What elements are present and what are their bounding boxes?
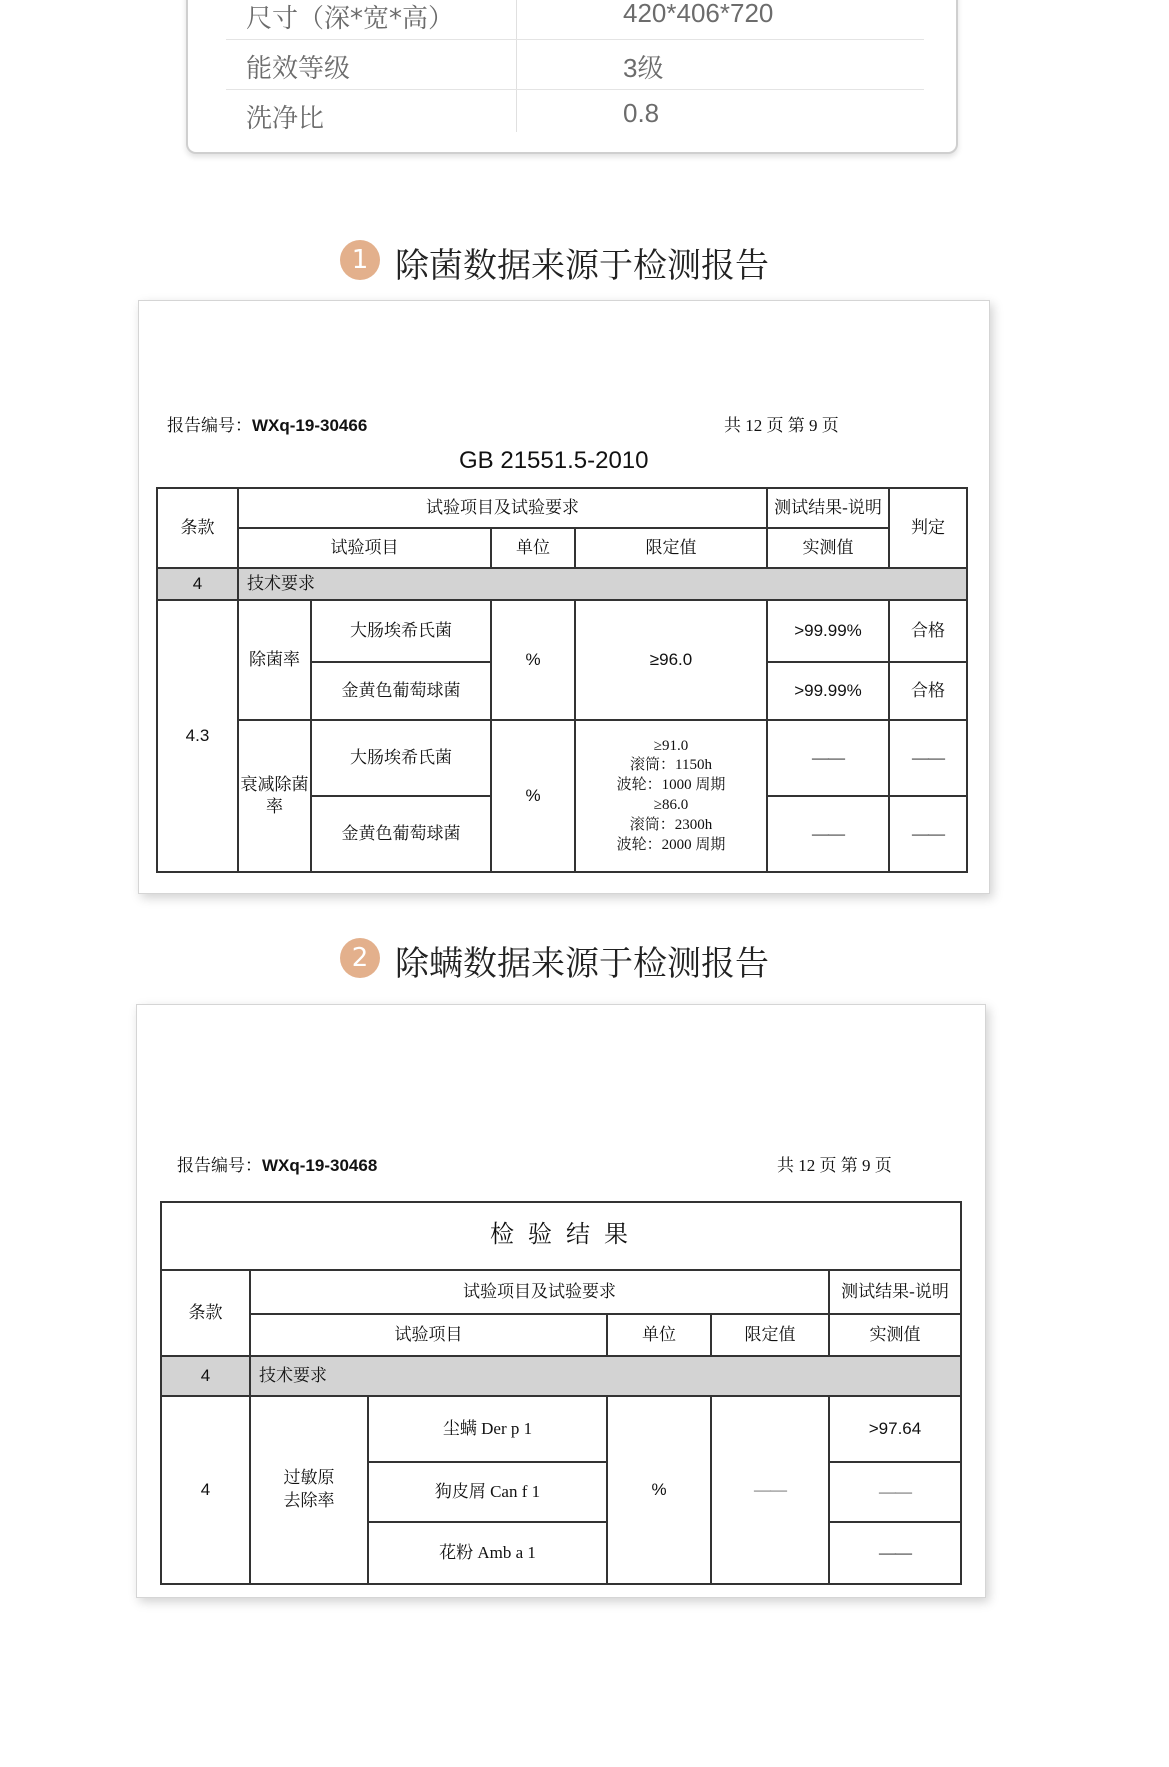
allergen-cell [368,1396,607,1462]
report-number [167,411,367,436]
tech-requirement-row [157,568,967,600]
header-unit: 单位 [491,528,575,568]
unit-cell: % [607,1396,711,1584]
test-report-mite-removal [136,1004,986,1598]
clause-cell: 4 [161,1396,250,1584]
spec-key: 尺寸（深*宽*高） [246,4,455,34]
table-title-row [161,1202,961,1270]
standard-title: GB 21551.5-2010 [459,447,649,474]
spec-value: 3级 [623,53,664,83]
page-info: 共 12 页 第 9 页 [724,416,839,435]
report-number-value: WXq-19-30466 [252,416,368,435]
limit-cell: —— [711,1396,829,1584]
tech-requirement-label: 技术要求 [250,1356,961,1396]
spec-value: 420*406*720 [623,0,774,28]
section-title: 除螨数据来源于检测报告 [395,944,769,984]
test-report-sterilization [138,300,990,894]
tech-requirement-row [161,1356,961,1396]
report-number-value: WXq-19-30468 [262,1156,378,1175]
clause-cell: 4 [161,1356,250,1396]
limit-cell: ≥96.0 [575,600,767,720]
unit-cell: % [491,720,575,872]
report-number-label: 报告编号： [177,1156,262,1175]
section-number-badge: 2 [340,938,380,978]
table-subheader-row [157,528,967,568]
header-measured: 实测值 [767,528,889,568]
group-name-cell [250,1396,368,1584]
spec-row-size [226,0,924,40]
limit-line: 波轮：1000 周期 [616,777,726,794]
table-header-row [157,488,967,528]
table-header-row [161,1270,961,1314]
table-title: 检 验 结 果 [161,1202,961,1270]
header-result-note: 测试结果-说明 [829,1270,961,1314]
bacteria-cell: 金黄色葡萄球菌 [311,662,491,720]
measured-cell: —— [767,796,889,872]
mite-results-table [160,1201,962,1585]
limit-line: ≥86.0 [653,797,689,813]
header-measured: 实测值 [829,1314,961,1356]
spec-row-wash-ratio [226,90,924,140]
measured-cell: —— [829,1462,961,1522]
spec-row-energy [226,40,924,90]
tech-requirement-label: 技术要求 [238,568,967,600]
measured-cell: >97.64 [829,1396,961,1462]
table-row [157,600,967,662]
sterilization-results-table [156,487,968,873]
measured-cell: >99.99% [767,662,889,720]
allergen-text: 狗皮屑 Can f 1 [434,1481,541,1501]
group-name-text: 过敏原去除率 [283,1468,335,1510]
limit-line: 波轮：2000 周期 [616,836,726,853]
table-row [157,720,967,796]
allergen-cell [368,1522,607,1584]
section-title: 除菌数据来源于检测报告 [395,246,769,286]
header-limit: 限定值 [711,1314,829,1356]
clause-cell: 4 [157,568,238,600]
section-number-badge: 1 [340,240,380,280]
unit-cell: % [491,600,575,720]
spec-card [186,0,958,154]
limit-line: ≥91.0 [653,737,689,754]
header-item: 试验项目 [250,1314,607,1356]
allergen-text: 尘螨 Der p 1 [442,1418,533,1438]
limit-cell [575,720,767,872]
group-name-cell: 衰减除菌率 [238,720,311,872]
header-clause: 条款 [157,488,238,568]
header-item: 试验项目 [238,528,491,568]
header-limit: 限定值 [575,528,767,568]
measured-cell: >99.99% [767,600,889,662]
judge-cell: 合格 [889,600,967,662]
allergen-text: 花粉 Amb a 1 [439,1542,536,1562]
page-info: 共 12 页 第 9 页 [777,1156,892,1175]
clause-cell: 4.3 [157,600,238,872]
limit-line: 滚筒：2300h [629,816,713,833]
judge-cell: —— [889,796,967,872]
bacteria-cell: 大肠埃希氏菌 [311,600,491,662]
group-name-cell: 除菌率 [238,600,311,720]
table-row [161,1396,961,1462]
spec-key: 能效等级 [246,54,351,84]
header-result-note: 测试结果-说明 [767,488,889,528]
measured-cell: —— [829,1522,961,1584]
bacteria-cell: 金黄色葡萄球菌 [311,796,491,872]
bacteria-cell: 大肠埃希氏菌 [311,720,491,796]
table-subheader-row [161,1314,961,1356]
report-number [177,1151,377,1176]
judge-cell: —— [889,720,967,796]
report-number-label: 报告编号： [167,416,252,435]
measured-cell: —— [767,720,889,796]
header-judge: 判定 [889,488,967,568]
allergen-cell [368,1462,607,1522]
judge-cell: 合格 [889,662,967,720]
header-unit: 单位 [607,1314,711,1356]
limit-line: 滚筒：1150h [630,757,712,774]
spec-value: 0.8 [623,98,660,128]
header-items-requirements: 试验项目及试验要求 [238,488,767,528]
header-clause: 条款 [161,1270,250,1356]
spec-key: 洗净比 [246,104,325,134]
header-items-requirements: 试验项目及试验要求 [250,1270,829,1314]
